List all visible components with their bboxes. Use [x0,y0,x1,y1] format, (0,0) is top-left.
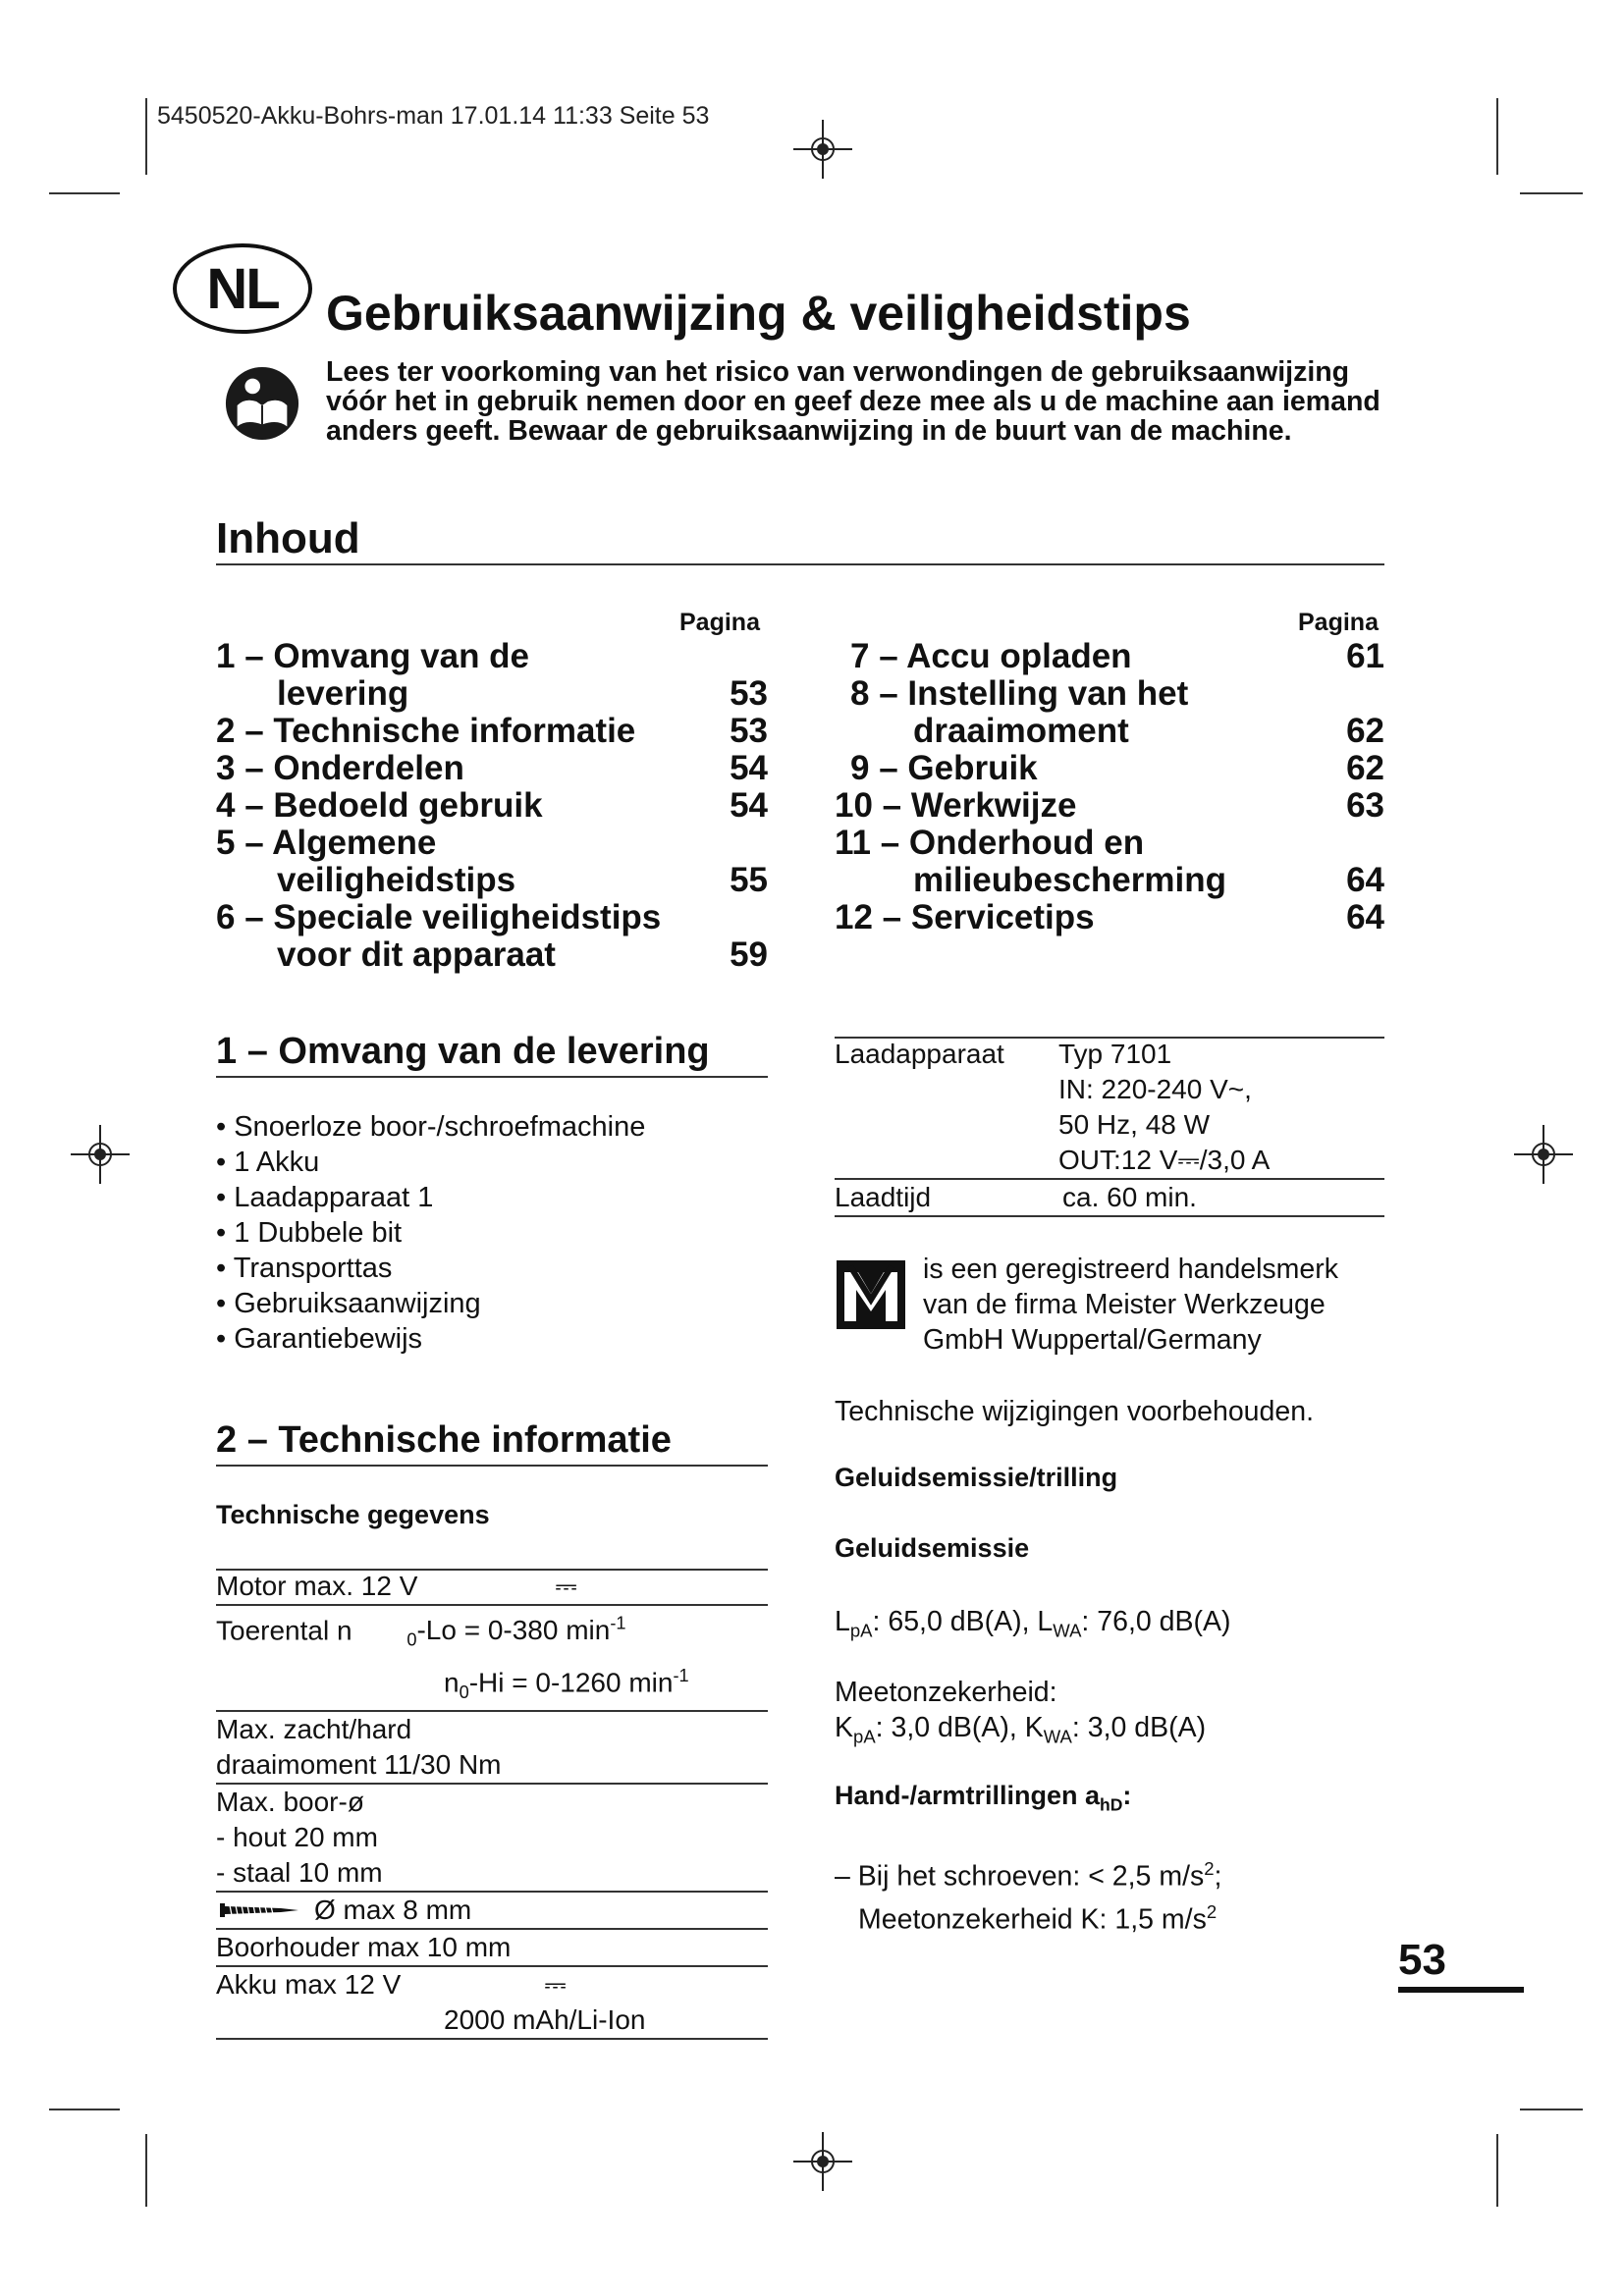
toc-entry[interactable]: voor dit apparaat 59 [277,935,768,974]
toc-entry[interactable]: milieubescherming 64 [913,861,1384,899]
crop-mark [145,2134,147,2207]
noise-heading: Geluidsemissie/trilling [835,1463,1118,1492]
toc-entry[interactable]: 12 – Servicetips 64 [835,898,1384,936]
changes-note: Technische wijzigingen voorbehouden. [835,1396,1314,1427]
toc-entry[interactable]: 8 – Instelling van het [850,674,1189,713]
divider [216,563,1384,565]
toc-entry[interactable]: 2 – Technische informatie 53 [216,712,768,750]
screw-icon [220,1900,304,1920]
list-item: • Garantiebewijs [216,1321,645,1357]
table-row: Ø max 8 mm [216,1893,768,1930]
list-item: • Transporttas [216,1251,645,1286]
noise-subheading: Geluidsemissie [835,1533,1030,1563]
list-item: • 1 Dubbele bit [216,1215,645,1251]
table-row: Toerental n $_0$-Lo = 0-380 $\min^{-1}$ $n_0-Hi = 0-1260$ $\min^{-1}$ [216,1606,768,1712]
toc-entry[interactable]: veiligheidstips 55 [277,861,768,899]
toc-entry[interactable]: 11 – Onderhoud en [835,824,1145,862]
toc-entry[interactable]: 6 – Speciale veiligheidstips [216,898,662,936]
crop-mark [1520,2109,1583,2110]
section-heading: 1 – Omvang van de levering [216,1031,710,1072]
divider [216,1465,768,1467]
crop-mark [145,98,147,175]
toc-entry[interactable]: 7 – Accu opladen 61 [850,637,1384,675]
divider [216,1076,768,1078]
toc-entry[interactable]: 9 – Gebruik 62 [850,749,1384,787]
intro-text: Lees ter voorkoming van het risico van verwondingen de gebruiksaanwijzing vóór het in gebruik nemen door en geef deze mee als u de machine aan iemand anders geeft. Bewaar de gebruiksaanwijzing in de buurt van de machine. [326,356,1380,447]
page-number: 53 [1398,1936,1446,1984]
language-badge: NL [173,243,312,334]
toc-entry[interactable]: draaimoment 62 [913,712,1384,750]
charger-table [835,1037,1384,1217]
crop-mark [49,2109,120,2110]
section-heading: 2 – Technische informatie [216,1419,672,1461]
toc-right [835,638,1384,936]
toc-pagina-label: Pagina [679,609,760,636]
noise-values: $L_{pA}$: 65,0 dB(A), $L_{WA}$: 76,0 dB(A) [835,1606,1231,1641]
list-item: • Snoerloze boor-/schroefmachine [216,1109,645,1145]
toc-entry[interactable]: levering 53 [277,674,768,713]
table-row: Boorhouder max 10 mm [216,1930,768,1967]
delivery-list [216,1109,645,1357]
toc-heading: Inhoud [216,514,360,562]
table-row: Laadtijd ca. 60 min. [835,1180,1384,1217]
registration-mark-icon [71,1125,130,1184]
registration-mark-icon [793,2132,852,2191]
vibration-heading: Hand-/armtrillingen $a_{hD}$: [835,1781,1132,1815]
crop-mark [49,192,120,194]
toc-entry[interactable]: 1 – Omvang van de [216,637,530,675]
page-number-underline [1398,1987,1524,1993]
table-row: Max. zacht/hard draaimoment 11/30 Nm [216,1712,768,1785]
subheading: Technische gegevens [216,1500,490,1529]
toc-entry[interactable]: 10 – Werkwijze 63 [835,786,1384,825]
uncertainty: Meetonzekerheid: $K_{pA}$: 3,0 dB(A), $K_{WA}$: 3,0 dB(A) [835,1677,1207,1747]
list-item: • Gebruiksaanwijzing [216,1286,645,1321]
table-row: Max. boor-ø - hout 20 mm - staal 10 mm [216,1785,768,1893]
table-row: Motor max. 12 V ⎓ [216,1569,768,1606]
list-item: • Laadapparaat 1 [216,1180,645,1215]
crop-mark [1520,192,1583,194]
toc-entry[interactable]: 4 – Bedoeld gebruik 54 [216,786,768,825]
toc-entry[interactable]: 5 – Algemene [216,824,437,862]
page-title: Gebruiksaanwijzing & veiligheidstips [326,286,1191,341]
list-item: • 1 Akku [216,1145,645,1180]
toc-pagina-label: Pagina [1298,609,1379,636]
tech-table [216,1569,768,2040]
registration-mark-icon [1514,1125,1573,1184]
registration-mark-icon [793,120,852,179]
crop-mark [1496,2134,1498,2207]
trademark-text: is een geregistreerd handelsmerk van de firma Meister Werkzeuge GmbH Wuppertal/Germany [923,1254,1338,1356]
table-row: Laadapparaat Typ 7101 IN: 220-240 V~, 50 Hz, 48 W OUT:12 V⎓/3,0 A [835,1037,1384,1180]
toc-left [216,638,768,974]
vibration-values: – Bij het schroeven: < 2,5 $m/s^2$; Meetonzekerheid K: 1,5 $m/s^2$ [835,1858,1222,1935]
print-header: 5450520-Akku-Bohrs-man 17.01.14 11:33 Seite 53 [157,102,710,130]
read-manual-icon [224,365,300,442]
meister-logo-icon [837,1260,905,1329]
crop-mark [1496,98,1498,175]
toc-entry[interactable]: 3 – Onderdelen 54 [216,749,768,787]
table-row: Akku max 12 V ⎓ 2000 mAh/Li-Ion [216,1967,768,2040]
